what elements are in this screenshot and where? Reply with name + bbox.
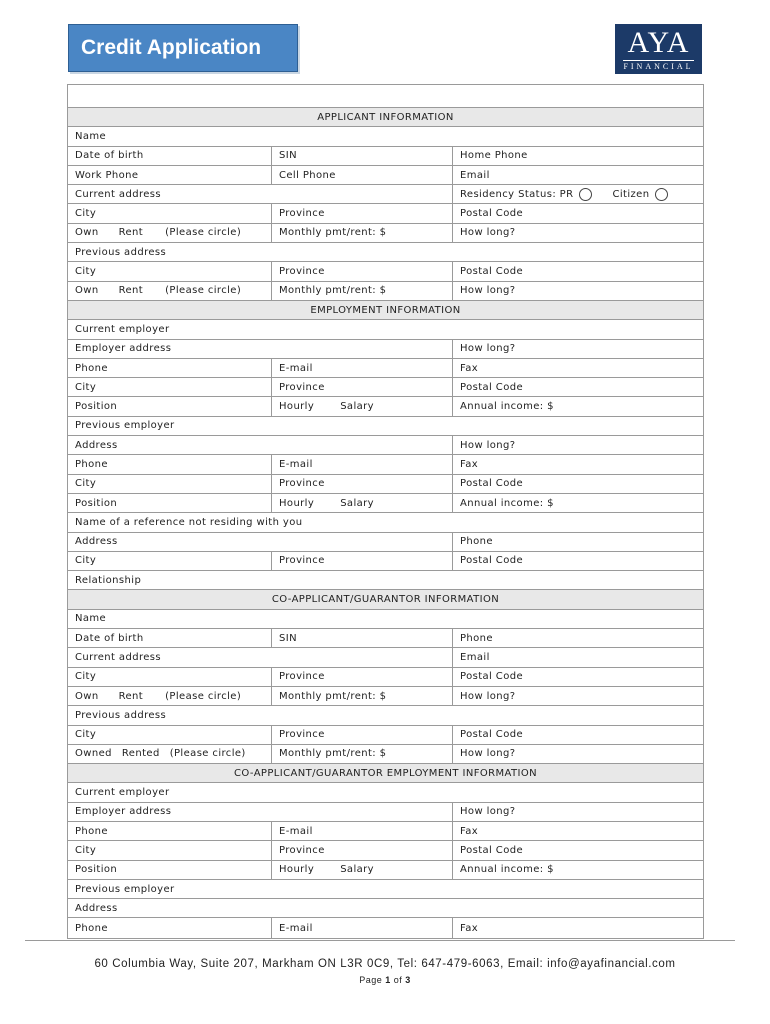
form-row bbox=[68, 918, 703, 937]
field-label: City bbox=[75, 844, 97, 856]
how-long-field[interactable] bbox=[453, 745, 703, 763]
field-label: (Please circle) bbox=[169, 748, 246, 760]
postal-code-field[interactable] bbox=[453, 841, 703, 859]
owned-rented-field[interactable] bbox=[68, 745, 272, 763]
e-mail-field[interactable] bbox=[272, 359, 453, 377]
hourly-salary-field[interactable] bbox=[272, 397, 453, 415]
position-field[interactable] bbox=[68, 397, 272, 415]
field-label: City bbox=[75, 266, 97, 278]
salary-option: Salary bbox=[340, 864, 374, 876]
form-row bbox=[68, 629, 703, 648]
field-label: How long? bbox=[460, 343, 516, 355]
form-row bbox=[68, 455, 703, 474]
field-label: How long? bbox=[460, 439, 516, 451]
credit-application-form bbox=[67, 84, 704, 939]
form-row bbox=[68, 803, 703, 822]
field-label: Current address bbox=[75, 188, 162, 200]
current-employer-field[interactable] bbox=[68, 783, 703, 801]
section-employment-header bbox=[68, 301, 703, 320]
form-row bbox=[68, 880, 703, 899]
page-title: Credit Application bbox=[81, 36, 262, 59]
field-label: City bbox=[75, 478, 97, 490]
dob-field[interactable] bbox=[68, 147, 272, 165]
form-row bbox=[68, 706, 703, 725]
citizen-radio[interactable] bbox=[655, 188, 668, 201]
field-label: Cell Phone bbox=[279, 169, 336, 181]
form-row bbox=[68, 185, 703, 204]
previous-employer-field[interactable] bbox=[68, 880, 703, 898]
field-label: How long? bbox=[460, 227, 516, 239]
field-label: Previous employer bbox=[75, 420, 175, 432]
field-label: Position bbox=[75, 401, 118, 413]
own-rent-field[interactable] bbox=[68, 282, 272, 300]
field-label: Postal Code bbox=[460, 478, 524, 490]
field-label: Postal Code bbox=[460, 208, 524, 220]
footer-address: 60 Columbia Way, Suite 207, Markham ON L3R 0C9, Tel: 647-479-6063, Email: info@ayafinancial.com bbox=[94, 958, 676, 970]
own-rent-field[interactable] bbox=[68, 687, 272, 705]
field-label: Monthly pmt/rent: $ bbox=[279, 690, 387, 702]
pr-radio[interactable] bbox=[579, 188, 592, 201]
phone-field[interactable] bbox=[68, 918, 272, 937]
form-row bbox=[68, 571, 703, 590]
form-row bbox=[68, 783, 703, 802]
section-title: CO-APPLICANT/GUARANTOR INFORMATION bbox=[271, 594, 500, 606]
field-label: Province bbox=[279, 478, 325, 490]
form-row bbox=[68, 899, 703, 918]
field-label: Phone bbox=[75, 458, 108, 470]
city-field[interactable] bbox=[68, 475, 272, 493]
employer-address-field[interactable] bbox=[68, 340, 453, 358]
form-row bbox=[68, 648, 703, 667]
field-label: Postal Code bbox=[460, 671, 524, 683]
postal-code-field[interactable] bbox=[453, 475, 703, 493]
blank-row[interactable] bbox=[68, 85, 703, 108]
field-label: E-mail bbox=[279, 922, 313, 934]
form-row bbox=[68, 436, 703, 455]
field-label: Phone bbox=[75, 922, 108, 934]
name-field[interactable] bbox=[68, 127, 703, 145]
field-label: Address bbox=[75, 902, 118, 914]
previous-address-field[interactable] bbox=[68, 243, 703, 261]
how-long-field[interactable] bbox=[453, 340, 703, 358]
own-option: Own bbox=[75, 285, 99, 297]
email-field[interactable] bbox=[453, 648, 703, 666]
annual-income-field[interactable] bbox=[453, 861, 703, 879]
section-title: APPLICANT INFORMATION bbox=[317, 111, 454, 123]
phone-field[interactable] bbox=[453, 629, 703, 647]
footer-divider bbox=[25, 940, 735, 941]
page-number bbox=[0, 975, 770, 985]
position-field[interactable] bbox=[68, 861, 272, 879]
fax-field[interactable] bbox=[453, 455, 703, 473]
field-label: How long? bbox=[460, 690, 516, 702]
field-label: Phone bbox=[75, 825, 108, 837]
postal-code-field[interactable] bbox=[453, 204, 703, 222]
field-label: Annual income: $ bbox=[460, 497, 554, 509]
form-row bbox=[68, 204, 703, 223]
postal-code-field[interactable] bbox=[453, 262, 703, 280]
field-label: Name of a reference not residing with you bbox=[75, 516, 303, 528]
form-row bbox=[68, 861, 703, 880]
hourly-option: Hourly bbox=[279, 864, 315, 876]
fax-field[interactable] bbox=[453, 822, 703, 840]
form-row bbox=[68, 552, 703, 571]
previous-employer-field[interactable] bbox=[68, 417, 703, 435]
field-label: Employer address bbox=[75, 343, 172, 355]
section-coapp-employment-header bbox=[68, 764, 703, 783]
section-title: EMPLOYMENT INFORMATION bbox=[310, 304, 461, 316]
form-row bbox=[68, 320, 703, 339]
field-label: (Please circle) bbox=[165, 285, 242, 297]
field-label: Name bbox=[75, 613, 107, 625]
relationship-field[interactable] bbox=[68, 571, 703, 589]
annual-income-field[interactable] bbox=[453, 494, 703, 512]
e-mail-field[interactable] bbox=[272, 822, 453, 840]
address-field[interactable] bbox=[68, 899, 703, 917]
dob-field[interactable] bbox=[68, 629, 272, 647]
form-row bbox=[68, 745, 703, 764]
rent-option: Rent bbox=[118, 285, 144, 297]
previous-address-field[interactable] bbox=[68, 706, 703, 724]
sin-field[interactable] bbox=[272, 147, 453, 165]
fax-field[interactable] bbox=[453, 359, 703, 377]
own-rent-field[interactable] bbox=[68, 224, 272, 242]
how-long-field[interactable] bbox=[453, 282, 703, 300]
city-field[interactable] bbox=[68, 378, 272, 396]
cell-phone-field[interactable] bbox=[272, 166, 453, 184]
position-field[interactable] bbox=[68, 494, 272, 512]
hourly-salary-field[interactable] bbox=[272, 494, 453, 512]
page-current: 1 bbox=[385, 975, 391, 985]
field-label: Relationship bbox=[75, 574, 142, 586]
postal-code-field[interactable] bbox=[453, 552, 703, 570]
field-label: Current employer bbox=[75, 787, 170, 799]
owned-option: Owned bbox=[75, 748, 112, 760]
rent-option: Rent bbox=[118, 690, 144, 702]
address-field[interactable] bbox=[68, 533, 453, 551]
form-row bbox=[68, 224, 703, 243]
page-of: of bbox=[393, 975, 403, 985]
field-label: Province bbox=[279, 729, 325, 741]
how-long-field[interactable] bbox=[453, 224, 703, 242]
province-field[interactable] bbox=[272, 475, 453, 493]
postal-code-field[interactable] bbox=[453, 668, 703, 686]
province-field[interactable] bbox=[272, 552, 453, 570]
own-option: Own bbox=[75, 227, 99, 239]
city-field[interactable] bbox=[68, 262, 272, 280]
field-label: Address bbox=[75, 536, 118, 548]
field-label: City bbox=[75, 555, 97, 567]
aya-financial-logo bbox=[615, 24, 702, 74]
field-label: Monthly pmt/rent: $ bbox=[279, 748, 387, 760]
city-field[interactable] bbox=[68, 841, 272, 859]
field-label: Monthly pmt/rent: $ bbox=[279, 285, 387, 297]
field-label: Annual income: $ bbox=[460, 401, 554, 413]
city-field[interactable] bbox=[68, 726, 272, 744]
rent-option: Rent bbox=[118, 227, 144, 239]
field-label: Home Phone bbox=[460, 150, 528, 162]
field-label: Phone bbox=[75, 362, 108, 374]
page-total: 3 bbox=[405, 975, 411, 985]
postal-code-field[interactable] bbox=[453, 378, 703, 396]
field-label: Province bbox=[279, 266, 325, 278]
province-field[interactable] bbox=[272, 841, 453, 859]
form-row bbox=[68, 687, 703, 706]
field-label: Citizen bbox=[612, 188, 650, 200]
hourly-option: Hourly bbox=[279, 497, 315, 509]
field-label: City bbox=[75, 208, 97, 220]
field-label: Email bbox=[460, 651, 490, 663]
province-field[interactable] bbox=[272, 378, 453, 396]
monthly-pmt-field[interactable] bbox=[272, 745, 453, 763]
reference-name-field[interactable] bbox=[68, 513, 703, 531]
phone-field[interactable] bbox=[453, 533, 703, 551]
section-title: CO-APPLICANT/GUARANTOR EMPLOYMENT INFORMATION bbox=[233, 767, 538, 779]
home-phone-field[interactable] bbox=[453, 147, 703, 165]
current-address-field[interactable] bbox=[68, 648, 453, 666]
section-applicant-header bbox=[68, 108, 703, 127]
monthly-pmt-field[interactable] bbox=[272, 224, 453, 242]
phone-field[interactable] bbox=[68, 822, 272, 840]
name-field[interactable] bbox=[68, 610, 703, 628]
salary-option: Salary bbox=[340, 401, 374, 413]
field-label: Phone bbox=[460, 536, 493, 548]
monthly-pmt-field[interactable] bbox=[272, 687, 453, 705]
hourly-option: Hourly bbox=[279, 401, 315, 413]
phone-field[interactable] bbox=[68, 359, 272, 377]
form-row bbox=[68, 822, 703, 841]
field-label: Postal Code bbox=[460, 266, 524, 278]
form-row bbox=[68, 243, 703, 262]
form-row bbox=[68, 340, 703, 359]
field-label: Previous address bbox=[75, 709, 167, 721]
how-long-field[interactable] bbox=[453, 803, 703, 821]
field-label: Date of birth bbox=[75, 150, 144, 162]
field-label: (Please circle) bbox=[165, 690, 242, 702]
form-row bbox=[68, 378, 703, 397]
field-label: City bbox=[75, 381, 97, 393]
current-employer-field[interactable] bbox=[68, 320, 703, 338]
province-field[interactable] bbox=[272, 668, 453, 686]
field-label: Province bbox=[279, 844, 325, 856]
field-label: Province bbox=[279, 671, 325, 683]
email-field[interactable] bbox=[453, 166, 703, 184]
field-label: Fax bbox=[460, 922, 479, 934]
how-long-field[interactable] bbox=[453, 687, 703, 705]
field-label: City bbox=[75, 671, 97, 683]
postal-code-field[interactable] bbox=[453, 726, 703, 744]
field-label: How long? bbox=[460, 806, 516, 818]
hourly-salary-field[interactable] bbox=[272, 861, 453, 879]
employer-address-field[interactable] bbox=[68, 803, 453, 821]
work-phone-field[interactable] bbox=[68, 166, 272, 184]
field-label: SIN bbox=[279, 150, 297, 162]
form-row bbox=[68, 475, 703, 494]
form-row bbox=[68, 610, 703, 629]
monthly-pmt-field[interactable] bbox=[272, 282, 453, 300]
form-row bbox=[68, 494, 703, 513]
field-label: Province bbox=[279, 555, 325, 567]
field-label: Annual income: $ bbox=[460, 864, 554, 876]
field-label: Address bbox=[75, 439, 118, 451]
field-label: Employer address bbox=[75, 806, 172, 818]
form-row bbox=[68, 841, 703, 860]
province-field[interactable] bbox=[272, 204, 453, 222]
sin-field[interactable] bbox=[272, 629, 453, 647]
city-field[interactable] bbox=[68, 204, 272, 222]
field-label: Fax bbox=[460, 362, 479, 374]
own-option: Own bbox=[75, 690, 99, 702]
annual-income-field[interactable] bbox=[453, 397, 703, 415]
field-label: Work Phone bbox=[75, 169, 139, 181]
how-long-field[interactable] bbox=[453, 436, 703, 454]
residency-status-field bbox=[453, 185, 703, 203]
section-coapplicant-header bbox=[68, 590, 703, 609]
logo-text: AYA bbox=[627, 26, 690, 59]
e-mail-field[interactable] bbox=[272, 455, 453, 473]
field-label: How long? bbox=[460, 285, 516, 297]
field-label: Province bbox=[279, 381, 325, 393]
field-label: E-mail bbox=[279, 825, 313, 837]
form-row bbox=[68, 397, 703, 416]
province-field[interactable] bbox=[272, 726, 453, 744]
field-label: How long? bbox=[460, 748, 516, 760]
form-row bbox=[68, 359, 703, 378]
form-row bbox=[68, 166, 703, 185]
form-row bbox=[68, 282, 703, 301]
field-label: Previous address bbox=[75, 246, 167, 258]
form-row bbox=[68, 262, 703, 281]
field-label: Name bbox=[75, 130, 107, 142]
field-label: (Please circle) bbox=[165, 227, 242, 239]
fax-field[interactable] bbox=[453, 918, 703, 937]
form-row bbox=[68, 668, 703, 687]
field-label: Previous employer bbox=[75, 883, 175, 895]
form-row bbox=[68, 127, 703, 146]
city-field[interactable] bbox=[68, 668, 272, 686]
field-label: Postal Code bbox=[460, 381, 524, 393]
salary-option: Salary bbox=[340, 497, 374, 509]
phone-field[interactable] bbox=[68, 455, 272, 473]
form-row bbox=[68, 417, 703, 436]
e-mail-field[interactable] bbox=[272, 918, 453, 937]
field-label: Fax bbox=[460, 825, 479, 837]
field-label: Postal Code bbox=[460, 555, 524, 567]
rented-option: Rented bbox=[121, 748, 160, 760]
province-field[interactable] bbox=[272, 262, 453, 280]
form-row bbox=[68, 726, 703, 745]
field-label: Province bbox=[279, 208, 325, 220]
page-label: Page bbox=[359, 975, 383, 985]
field-label: Postal Code bbox=[460, 844, 524, 856]
field-label: Position bbox=[75, 864, 118, 876]
field-label: E-mail bbox=[279, 362, 313, 374]
field-label: E-mail bbox=[279, 458, 313, 470]
field-label: Postal Code bbox=[460, 729, 524, 741]
field-label: Residency Status: PR bbox=[460, 188, 574, 200]
field-label: Fax bbox=[460, 458, 479, 470]
field-label: Phone bbox=[460, 632, 493, 644]
address-field[interactable] bbox=[68, 436, 453, 454]
city-field[interactable] bbox=[68, 552, 272, 570]
field-label: Current employer bbox=[75, 323, 170, 335]
field-label: SIN bbox=[279, 632, 297, 644]
field-label: Monthly pmt/rent: $ bbox=[279, 227, 387, 239]
page-title-box bbox=[68, 24, 298, 72]
form-row bbox=[68, 147, 703, 166]
field-label: Position bbox=[75, 497, 118, 509]
logo-subtext: FINANCIAL bbox=[623, 62, 694, 71]
form-row bbox=[68, 513, 703, 532]
current-address-field[interactable] bbox=[68, 185, 453, 203]
field-label: Date of birth bbox=[75, 632, 144, 644]
field-label: Email bbox=[460, 169, 490, 181]
form-row bbox=[68, 533, 703, 552]
field-label: City bbox=[75, 729, 97, 741]
field-label: Current address bbox=[75, 651, 162, 663]
